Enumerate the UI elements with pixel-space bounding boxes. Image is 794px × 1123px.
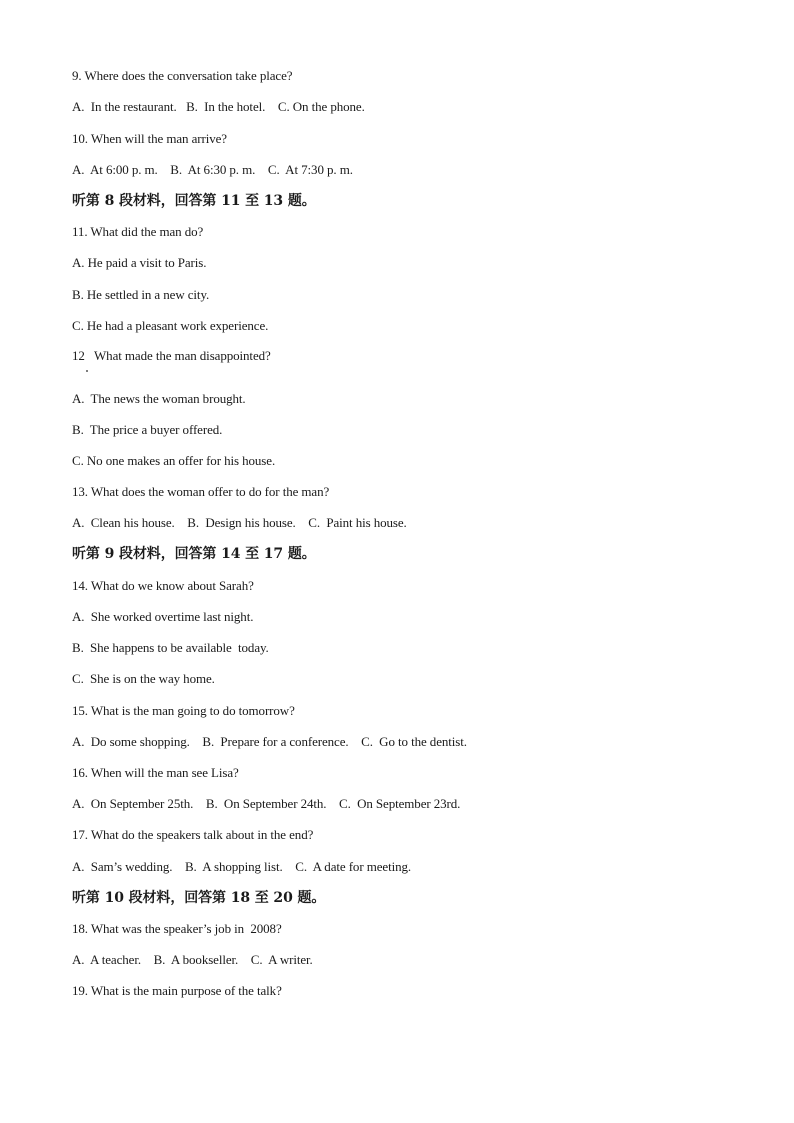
question-11-option-a: A. He paid a visit to Paris.: [72, 255, 207, 270]
question-17: 17. What do the speakers talk about in the end?: [72, 827, 314, 842]
question-9: 9. Where does the conversation take place?: [72, 68, 293, 83]
stray-dot: [86, 370, 88, 372]
question-18-options: A. A teacher. B. A bookseller. C. A writer.: [72, 952, 313, 967]
question-9-options: A. In the restaurant. B. In the hotel. C. On the phone.: [72, 99, 365, 114]
section-heading-10: 听第 10 段材料，回答第 18 至 20 题。: [72, 890, 326, 906]
question-18: 18. What was the speaker’s job in 2008?: [72, 921, 282, 936]
question-12-option-c: C. No one makes an offer for his house.: [72, 453, 276, 468]
question-11-option-c: C. He had a pleasant work experience.: [72, 318, 269, 333]
question-11-option-b: B. He settled in a new city.: [72, 287, 210, 302]
question-10: 10. When will the man arrive?: [72, 131, 227, 146]
question-14-option-b: B. She happens to be available today.: [72, 640, 269, 655]
question-13-options: A. Clean his house. B. Design his house. C. Paint his house.: [72, 515, 407, 530]
question-14-option-a: A. She worked overtime last night.: [72, 609, 254, 624]
question-13: 13. What does the woman offer to do for the man?: [72, 484, 330, 499]
question-12-option-b: B. The price a buyer offered.: [72, 422, 223, 437]
question-17-options: A. Sam’s wedding. B. A shopping list. C. A date for meeting.: [72, 859, 412, 874]
question-16: 16. When will the man see Lisa?: [72, 765, 239, 780]
question-10-options: A. At 6:00 p. m. B. At 6:30 p. m. C. At 7:30 p. m.: [72, 162, 353, 177]
question-14: 14. What do we know about Sarah?: [72, 578, 254, 593]
question-14-option-c: C. She is on the way home.: [72, 671, 215, 686]
section-heading-8: 听第 8 段材料，回答第 11 至 13 题。: [72, 193, 316, 209]
section-heading-9: 听第 9 段材料，回答第 14 至 17 题。: [72, 546, 316, 562]
question-16-options: A. On September 25th. B. On September 24th. C. On September 23rd.: [72, 796, 461, 811]
question-15-options: A. Do some shopping. B. Prepare for a conference. C. Go to the dentist.: [72, 734, 467, 749]
question-19: 19. What is the main purpose of the talk?: [72, 983, 282, 998]
question-12: 12 What made the man disappointed?: [72, 348, 271, 363]
question-15: 15. What is the man going to do tomorrow?: [72, 703, 295, 718]
question-11: 11. What did the man do?: [72, 224, 204, 239]
question-12-option-a: A. The news the woman brought.: [72, 391, 246, 406]
